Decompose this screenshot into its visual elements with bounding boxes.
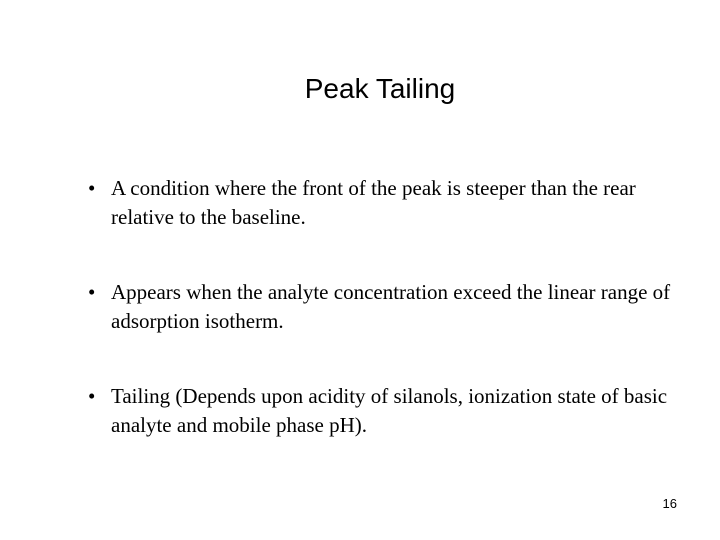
bullet-text: A condition where the front of the peak is steeper than the rear relative to the baseline. — [111, 176, 636, 229]
slide-title: Peak Tailing — [304, 73, 456, 104]
bullet-text: Appears when the analyte concentration exceed the linear range of adsorption isotherm. — [111, 280, 671, 333]
bullet-item — [88, 382, 688, 440]
page-number: 16 — [662, 496, 677, 511]
bullet-icon: • — [88, 176, 96, 200]
bullet-icon: • — [88, 280, 96, 304]
bullet-list — [88, 174, 688, 486]
bullet-text: Tailing (Depends upon acidity of silanols, ionization state of basic analyte and mobile phase pH). — [111, 384, 668, 437]
bullet-item — [88, 278, 688, 336]
bullet-item — [88, 174, 688, 232]
bullet-icon: • — [88, 384, 96, 408]
